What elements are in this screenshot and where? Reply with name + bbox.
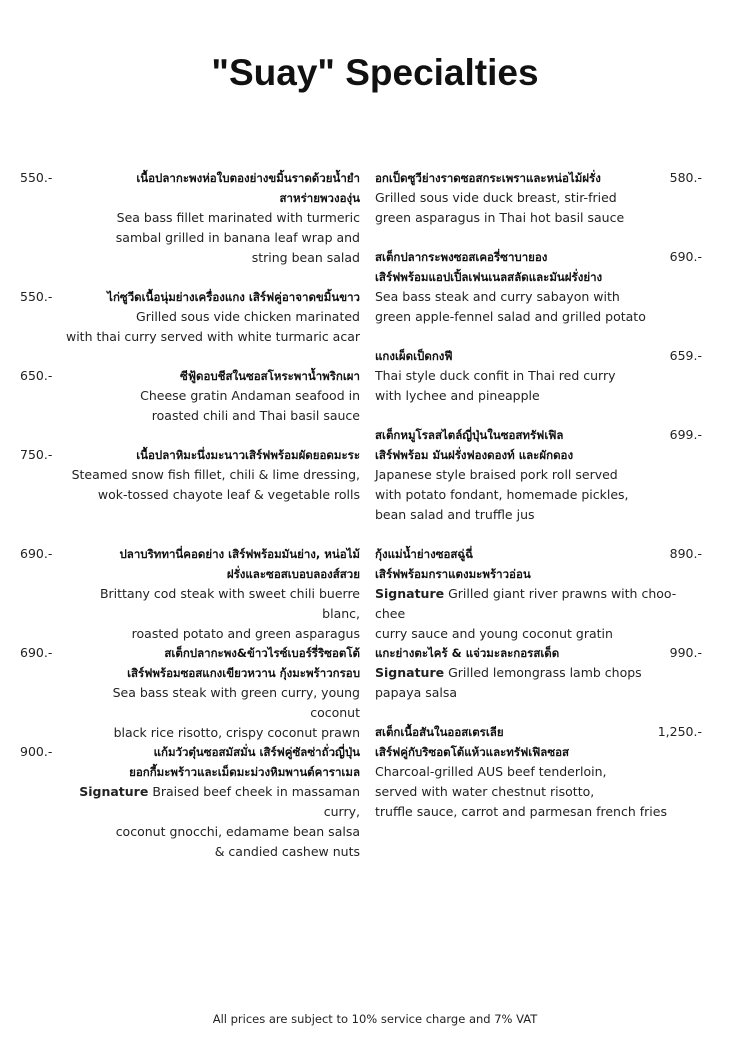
item-description: Grilled sous vide duck breast, stir-fried [375, 190, 617, 205]
menu-item [375, 722, 695, 822]
item-thai-name: ซีฟู้ดอบชีสในซอสโหระพาน้ำพริกเผา [180, 369, 360, 383]
item-thai-name: สเต็กเนื้อสันในออสเตรเลีย [375, 725, 504, 739]
item-description: with thai curry served with white turmaric acar [65, 329, 360, 344]
footer-note: All prices are subject to 10% service charge and 7% VAT [212, 1012, 538, 1026]
item-description: Signature Grilled lemongrass lamb chops [375, 665, 642, 680]
item-thai-name: ฝรั่งและซอสเบอบลองส์สวย [226, 567, 360, 581]
item-price: 990.- [669, 645, 702, 660]
menu-item [60, 544, 360, 644]
item-price: 580.- [669, 170, 702, 185]
item-description: with lychee and pineapple [375, 388, 540, 403]
signature-label: Signature [79, 784, 149, 799]
item-description: with potato fondant, homemade pickles, [375, 487, 629, 502]
item-thai-name: เสิร์ฟคู่กับริซอตโต้แห้วและทรัฟเฟิลซอส [375, 745, 570, 759]
menu-item [375, 643, 695, 703]
item-description: Steamed snow fish fillet, chili & lime dressing, [71, 467, 360, 482]
item-description: Sea bass steak with green curry, young coconut [112, 685, 360, 720]
item-thai-name: แกงเผ็ดเป็ดกงฟี [375, 349, 453, 363]
item-thai-name: เสิร์ฟพร้อม มันฝรั่งฟองดองท์ และผักดอง [375, 448, 574, 462]
item-price: 690.- [20, 546, 53, 561]
menu-item [60, 643, 360, 743]
item-description: green asparagus in Thai hot basil sauce [375, 210, 625, 225]
item-description: string bean salad [251, 250, 360, 265]
item-thai-name: เสิร์ฟพร้อมกราแตงมะพร้าวอ่อน [375, 567, 531, 581]
item-price: 900.- [20, 744, 53, 759]
item-thai-name: แก้มวัวตุ๋นซอสมัสมั่น เสิร์ฟคู่ซัลซ่าถั่วญี่ปุ่น [153, 745, 360, 759]
menu-item [375, 247, 695, 327]
menu-item [60, 287, 360, 347]
signature-label: Signature [375, 665, 445, 680]
item-description: wok-tossed chayote leaf & vegetable rolls [97, 487, 360, 502]
item-description: black rice risotto, crispy coconut prawn [113, 725, 360, 740]
item-thai-name: สเต็กปลากะพง&ข้าวไรซ์เบอร์รี่ริซอตโต้ [164, 646, 360, 660]
item-description: sambal grilled in banana leaf wrap and [115, 230, 360, 245]
item-price: 659.- [669, 348, 702, 363]
item-description: & candied cashew nuts [214, 844, 360, 859]
item-thai-name: สเต็กหมูโรลสไตล์ญี่ปุ่นในซอสทรัฟเฟิล [375, 428, 564, 442]
item-description: served with water chestnut risotto, [375, 784, 595, 799]
item-description: Thai style duck confit in Thai red curry [375, 368, 616, 383]
menu-item [375, 168, 695, 228]
item-price: 699.- [669, 427, 702, 442]
item-price: 690.- [20, 645, 53, 660]
item-description: papaya salsa [375, 685, 458, 700]
menu-item [60, 445, 360, 505]
item-thai-name: กุ้งแม่น้ำย่างซอสฉู่ฉี่ [375, 547, 474, 561]
item-description: Japanese style braised pork roll served [375, 467, 618, 482]
item-description: curry sauce and young coconut gratin [375, 626, 613, 641]
item-description: bean salad and truffle jus [375, 507, 535, 522]
item-thai-name: เสิร์ฟพร้อมซอสแกงเขียวหวาน กุ้งมะพร้าวกรอบ [127, 666, 360, 680]
item-price: 890.- [669, 546, 702, 561]
item-description: Signature Braised beef cheek in massaman curry, [79, 784, 360, 819]
item-description: truffle sauce, carrot and parmesan french fries [375, 804, 667, 819]
item-thai-name: อกเป็ดซูวีย่างราดซอสกระเพราและหน่อไม้ฝรั่ง [375, 171, 601, 185]
item-description: green apple-fennel salad and grilled potato [375, 309, 646, 324]
item-thai-name: เนื้อปลาหิมะนึ่งมะนาวเสิร์ฟพร้อมผัดยอดมะระ [136, 448, 360, 462]
item-description: roasted chili and Thai basil sauce [151, 408, 360, 423]
menu-item [375, 346, 695, 406]
item-price: 750.- [20, 447, 53, 462]
item-description: Charcoal-grilled AUS beef tenderloin, [375, 764, 607, 779]
item-price: 550.- [20, 170, 53, 185]
menu-item [60, 366, 360, 426]
menu-item [375, 425, 695, 525]
item-thai-name: สาหร่ายพวงองุ่น [279, 191, 360, 205]
menu-item [375, 544, 695, 644]
item-price: 550.- [20, 289, 53, 304]
item-description: Brittany cod steak with sweet chili buerre blanc, [99, 586, 360, 621]
item-description: coconut gnocchi, edamame bean salsa [115, 824, 360, 839]
item-price: 650.- [20, 368, 53, 383]
item-thai-name: สเต็กปลากระพงซอสเคอรี่ซาบายอง [375, 250, 548, 264]
item-description: Sea bass steak and curry sabayon with [375, 289, 620, 304]
item-thai-name: ปลาบริททานี่คอดย่าง เสิร์ฟพร้อมมันย่าง, หน่อไม้ [119, 547, 360, 561]
item-description: roasted potato and green asparagus [131, 626, 360, 641]
item-description: Sea bass fillet marinated with turmeric [116, 210, 360, 225]
menu-item [60, 742, 360, 862]
item-price: 1,250.- [657, 724, 702, 739]
item-price: 690.- [669, 249, 702, 264]
menu-title: "Suay" Specialties [211, 52, 539, 93]
item-description: Cheese gratin Andaman seafood in [140, 388, 360, 403]
item-thai-name: เนื้อปลากะพงห่อใบตองย่างขมิ้นราดด้วยน้ำยำ [136, 171, 360, 185]
item-description: Grilled sous vide chicken marinated [136, 309, 360, 324]
item-thai-name: ไก่ซูวีดเนื้อนุ่มย่างเครื่องแกง เสิร์ฟคู่อาจาดขมิ้นขาว [107, 290, 360, 304]
item-thai-name: เสิร์ฟพร้อมแอปเปิ้ลเฟนเนลสลัดและมันฝรั่งย่าง [375, 270, 603, 284]
item-description: Signature Grilled giant river prawns with choo-chee [375, 586, 677, 621]
item-thai-name: ยอกกี้มะพร้าวและเม็ดมะม่วงหิมพานต์คาราเมล [129, 765, 360, 779]
menu-item [60, 168, 360, 268]
item-thai-name: แกะย่างตะไคร้ & แจ่วมะละกอรสเด็ด [375, 646, 560, 660]
signature-label: Signature [375, 586, 445, 601]
